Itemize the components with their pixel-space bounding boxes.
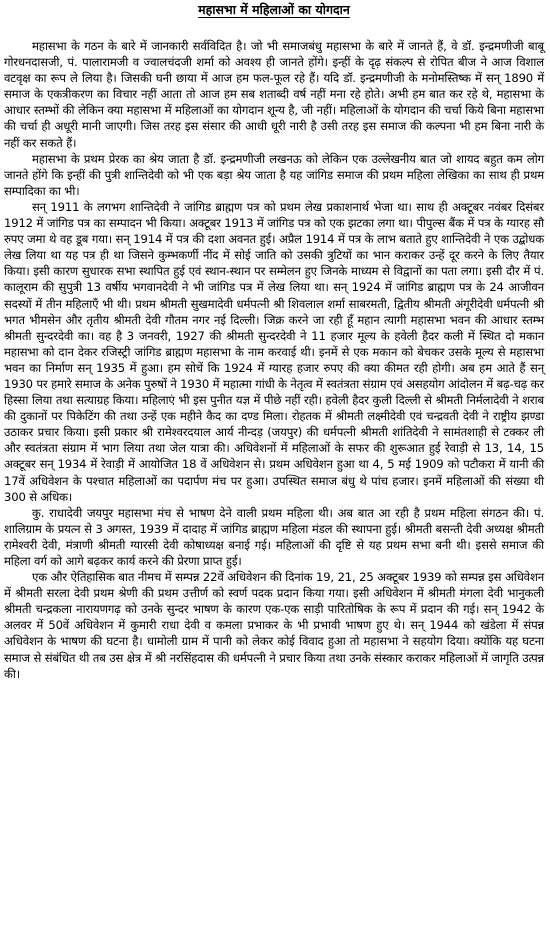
- paragraph-3: सन् 1911 के लगभग शान्तिदेवी ने जांगिड ब्राह्मण पत्र को प्रथम लेख प्रकाशनार्थ भेजा था। साथ ही अक्टूबर नवंबर दिसंबर 1912 में जांगिड पत्र का सम्पादन भी किया। अक्टूबर 1913 में जांगिड पत्र को एक झटका लगा था। पीपुल्स बैंक में पत्र के ग्यारह सौ रुपए जमा थे वह डूब गया। सन् 1914 में पत्र की दशा अवनत हुई। अप्रैल 1914 में पत्र के लाभ बताते हुए शान्तिदेवी ने एक उद्बोधक लेख लिया था यह पत्र ही था जिसने कुम्भकर्णी नींद में सोई जाति को उसकी त्रुटियों का भान कराकर उन्हें दूर करने के लिए तैयार किया। इसी कारण सुधारक सभा स्थापित हुई एवं स्थान-स्थान पर सम्मेलन हुए जिनके माध्यम से विद्वानों का पता लगा। इसी दौर में पं. कालूराम की सुपुत्री 13 वर्षीय भगवानदेवी ने भी जांगिड पत्र में लेख लिया था। सन् 1924 में जांगिड ब्राह्मण पत्र के 24 आजीवन सदस्यों में तीन महिलाएँ भी थी। प्रथम श्रीमती सुखमादेवी धर्मपत्नी श्री शिवलाल शर्मा साबरमती, द्वितीय श्रीमती अंगूरीदेवी धर्मपत्नी श्री भगत भीमसेन और तृतीय श्रीमती देवी गौतम नगर नई दिल्ली। जिक्र करने जा रही हूँ महान त्यागी महासभा भवन की आधार स्तम्भ श्रीमती सुन्दरदेवी का। वह है 3 जनवरी, 1927 की श्रीमती सुन्दरदेवी ने 11 हजार मूल्य के हवेली हैदर कली में स्थित दो मकान महासभा को दान देकर रजिस्ट्री जांगिड ब्राह्मण महासभा के नाम करवाई थी। इनमें से एक मकान को बेचकर उसके मूल्य से महासभा भवन का निर्माण सन् 1935 में हुआ। हम सोचें कि 1924 में ग्यारह हजार रुपए की क्या कीमत रही होगी। अब हम आते हैं सन् 1930 पर हमारे समाज के अनेक पुरुषों ने 1930 में महात्मा गांधी के नेतृत्व में स्वतंत्रता संग्राम एवं असहयोग आंदोलन में बढ़-चढ़ कर हिस्सा लिया तथा सत्याग्रह किया। महिलाएं भी इस पुनीत यज्ञ में पीछे नहीं रही। हवेली हैदर कुली दिल्ली से श्रीमती निर्मलादेवी ने शराब की दुकानों पर पिकेटिंग की तथा उन्हें एक महीने कैद का दण्ड मिला। रोहतक में श्रीमती लक्ष्मीदेवी एवं चन्द्रवती देवी ने राष्ट्रीय झण्डा उठाकर प्रचार किया। इसी प्रकार श्री रामेश्वरदयाल आर्य नीन्दड़ (जयपुर) की धर्मपत्नी श्रीमती शांतिदेवी ने सामंतशाही से टक्कर ली और स्वतंत्रता संग्राम में भाग लिया तथा जेल यात्रा की। अधिवेशनों में महिलाओं के सफर की शुरूआत हुई रेवाड़ी से 13, 14, 15 अक्टूबर सन् 1934 में रेवाड़ी में आयोजित 18 वें अधिवेशन से। प्रथम अधिवेशन हुआ था 4, 5 मई 1909 को पटौकरा में यानी की 17वें अधिवेशन के पश्चात महिलाओं का पदार्पण मंच पर हुआ। उपस्थित समाज बंधु थे पांच हजार। इनमें महिलाओं की संख्या थी 300 से अधिक।: [4, 199, 544, 504]
- paragraph-5: एक और ऐतिहासिक बात नीमच में सम्पन्न 22वें अधिवेशन की दिनांक 19, 21, 25 अक्टूबर 1939 को सम्पन्न इस अधिवेशन में श्रीमती सरला देवी प्रथम श्रेणी की प्रथम उत्तीर्ण को स्वर्ण पदक प्रदान किया गया। इसी अधिवेशन में श्रीमती मंगला देवी भानुकली श्रीमती चन्द्रकला नारायणगढ़ को उनके सुन्दर भाषण के कारण एक-एक साड़ी पारितोषिक के रूप में प्रदान की गई। सन् 1942 के अलवर में 50वें अधिवेशन में कुमारी राधा देवी व कमला प्रभाकर के भी प्रभावी भाषण हुए थे। सन् 1944 को खंडेला में संपन्न अधिवेशन के भाषण की घटना है। धामोली ग्राम में पानी को लेकर कोई विवाद हुआ तो महासभा ने सहयोग दिया। क्योंकि यह घटना समाज से संबंधित थी तब उस क्षेत्र में श्री नरसिंहदास की धर्मपत्नी ने प्रचार किया तथा उनके संस्कार कराकर महिलाओं में जागृति उत्पन्न की।: [4, 570, 544, 681]
- paragraph-2: महासभा के प्रथम प्रेरक का श्रेय जाता है डॉ. इन्द्रमणीजी लखनऊ को लेकिन एक उल्लेखनीय बात जो शायद बहुत कम लोग जानते होंगे कि इन्हीं की पुत्री शान्तिदेवी को भी एक बड़ा श्रेय जाता है यह जांगिड समाज की प्रथम महिला लेखिका का साथ ही प्रथम सम्पादिका का भी।: [4, 151, 544, 198]
- document-title: महासभा में महिलाओं का योगदान: [198, 2, 350, 17]
- paragraph-1: महासभा के गठन के बारे में जानकारी सर्वविदित है। जो भी समाजबंधु महासभा के बारे में जानते हैं, वे डॉ. इन्द्रमणीजी बाबू गोरधनदासजी, पं. पालारामजी व ज्वालचंदजी शर्मा को अवश्य ही जानते होंगे। इन्हीं के दृढ़ संकल्प से रोपित बीज ने आज विशाल वटवृक्ष का रूप ले लिया है। जिसकी घनी छाया में आज हम फल-फूल रहे हैं। यदि डॉ. इन्द्रमणीजी के मनोमस्तिष्क में सन् 1890 में समाज के एकत्रीकरण का विचार नहीं आता तो आज हम सब शताब्दी वर्ष नहीं मना रहे होते। अभी हम बात कर रहे थे, महासभा के आधार स्तम्भों की लेकिन क्या महासभा में महिलाओं का योगदान शून्य है, जी नहीं। महिलाओं के योगदान की चर्चा किये बिना महासभा की चर्चा ही अधूरी मानी जाएगी। जिस तरह इस संसार की आधी धूरी नारी है उसी तरह इस समाज की कल्पना भी हम बिना नारी के नहीं कर सकते हैं।: [4, 39, 544, 150]
- paragraph-4: कु. राधादेवी जयपुर महासभा मंच से भाषण देने वाली प्रथम महिला थी। अब बात आ रही है प्रथम महिला संगठन की। पं. शालिग्राम के प्रयत्न से 3 अगस्त, 1939 में दादाह में जांगिड ब्राह्मण महिला मंडल की स्थापना हुई। श्रीमती बसन्ती देवी अध्यक्ष श्रीमती रामेश्वरी देवी, मंत्राणी श्रीमती ग्यारसी देवी कोषाध्यक्ष बनाई गई। महिलाओं की दृष्टि से यह प्रथम सभा बनी थी। इससे समाज की महिला वर्ग को आगे बढ़कर कार्य करने की प्रेरणा प्राप्त हुई।: [4, 505, 544, 568]
